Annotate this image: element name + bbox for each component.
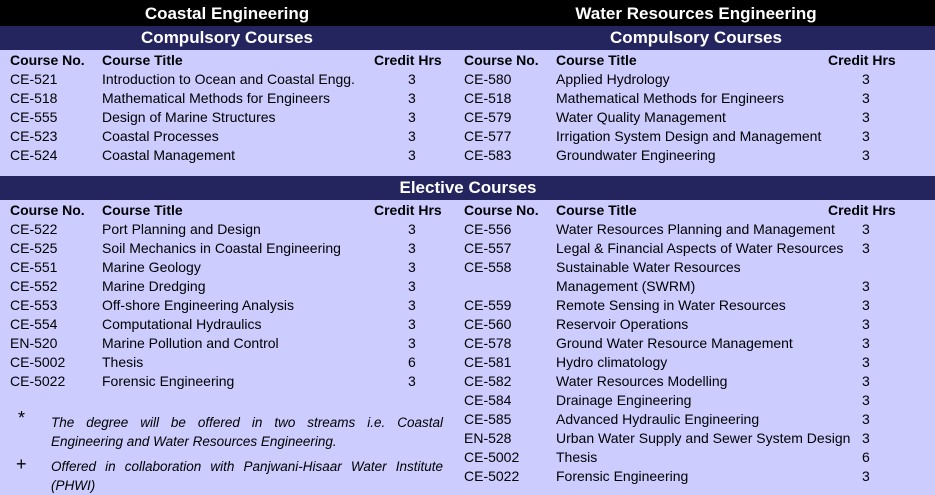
credit-hours: 6 [862,449,870,465]
course-number: CE-557 [464,240,512,256]
course-number: CE-5022 [10,373,66,389]
course-number: CE-579 [464,109,512,125]
col-course-no: Course No. [10,52,85,68]
course-title: Sustainable Water Resources [556,259,741,275]
course-title: Mathematical Methods for Engineers [102,90,330,106]
course-number: CE-584 [464,392,512,408]
course-title: Groundwater Engineering [556,147,716,163]
credit-hours: 3 [408,259,416,275]
course-title: Soil Mechanics in Coastal Engineering [102,240,341,256]
credit-hours: 3 [862,411,870,427]
credit-hours: 3 [862,392,870,408]
course-number: CE-580 [464,71,512,87]
credit-hours: 3 [862,468,870,484]
course-title: Management (SWRM) [556,278,696,294]
note-symbol: * [18,408,26,428]
course-number: CE-5002 [464,449,520,465]
course-title: Irrigation System Design and Management [556,128,822,144]
note-symbol: + [16,454,27,474]
course-title: Urban Water Supply and Sewer System Design [556,430,851,446]
credit-hours: 3 [408,71,416,87]
course-title: Mathematical Methods for Engineers [556,90,784,106]
col-course-no: Course No. [464,202,539,218]
credit-hours: 3 [408,278,416,294]
credit-hours: 3 [862,278,870,294]
col-course-title: Course Title [102,202,183,218]
credit-hours: 3 [408,335,416,351]
course-number: CE-578 [464,335,512,351]
elective-heading: Elective Courses [399,178,537,197]
col-credit-hrs: Credit Hrs [828,202,896,218]
course-title: Advanced Hydraulic Engineering [556,411,760,427]
col-course-no: Course No. [464,52,539,68]
credit-hours: 3 [408,316,416,332]
credit-hours: 3 [862,109,870,125]
note-text: Offered in collaboration with Panjwani-Hisaar Water Institute (PHWI) [51,459,443,493]
course-number: CE-556 [464,221,512,237]
credit-hours: 3 [862,430,870,446]
col-course-no: Course No. [10,202,85,218]
credit-hours: 3 [862,128,870,144]
course-number: CE-551 [10,259,58,275]
course-title: Hydro climatology [556,354,668,370]
col-credit-hrs: Credit Hrs [828,52,896,68]
course-title: Coastal Management [102,147,236,163]
course-number: CE-5002 [10,354,66,370]
note-text: The degree will be offered in two streams i.e. Coastal Engineering and Water Resources Engineering. [51,415,443,449]
col-credit-hrs: Credit Hrs [374,52,442,68]
course-number: CE-585 [464,411,512,427]
course-number: CE-524 [10,147,58,163]
credit-hours: 3 [862,221,870,237]
course-title: Thesis [556,449,598,465]
credit-hours: 6 [408,354,416,370]
course-title: Ground Water Resource Management [556,335,793,351]
col-course-title: Course Title [556,202,637,218]
course-number: CE-553 [10,297,58,313]
course-title: Water Resources Modelling [556,373,728,389]
credit-hours: 3 [408,373,416,389]
course-title: Water Resources Planning and Management [556,221,835,237]
course-title: Forensic Engineering [102,373,235,389]
course-number: CE-559 [464,297,512,313]
course-title: Marine Pollution and Control [102,335,279,351]
credit-hours: 3 [408,240,416,256]
credit-hours: 3 [408,90,416,106]
col-course-title: Course Title [102,52,183,68]
credit-hours: 3 [862,147,870,163]
course-title: Forensic Engineering [556,468,689,484]
course-title: Design of Marine Structures [102,109,276,125]
course-title: Marine Geology [102,259,201,275]
course-title: Drainage Engineering [556,392,692,408]
course-number: CE-582 [464,373,512,389]
col-credit-hrs: Credit Hrs [374,202,442,218]
credit-hours: 3 [862,373,870,389]
course-title: Thesis [102,354,144,370]
course-number: CE-521 [10,71,58,87]
credit-hours: 3 [408,128,416,144]
course-number: CE-560 [464,316,512,332]
course-title: Coastal Processes [102,128,219,144]
course-number: CE-583 [464,147,512,163]
course-number: CE-522 [10,221,58,237]
credit-hours: 3 [862,354,870,370]
compulsory-heading-left: Compulsory Courses [141,28,313,47]
water-title: Water Resources Engineering [575,4,817,23]
credit-hours: 3 [862,335,870,351]
course-title: Off-shore Engineering Analysis [102,297,294,313]
course-number: CE-518 [464,90,512,106]
course-title: Remote Sensing in Water Resources [556,297,786,313]
credit-hours: 3 [408,221,416,237]
course-number: CE-525 [10,240,58,256]
course-number: CE-523 [10,128,58,144]
course-number: CE-555 [10,109,58,125]
credit-hours: 3 [408,147,416,163]
course-number: CE-5022 [464,468,520,484]
compulsory-heading-right: Compulsory Courses [610,28,782,47]
course-title: Reservoir Operations [556,316,689,332]
course-number: CE-518 [10,90,58,106]
credit-hours: 3 [862,240,870,256]
credit-hours: 3 [862,71,870,87]
credit-hours: 3 [862,297,870,313]
course-number: CE-554 [10,316,58,332]
col-course-title: Course Title [556,52,637,68]
course-number: CE-558 [464,259,512,275]
course-title: Marine Dredging [102,278,206,294]
credit-hours: 3 [862,90,870,106]
credit-hours: 3 [408,297,416,313]
course-number: EN-528 [464,430,512,446]
course-number: EN-520 [10,335,58,351]
course-title: Water Quality Management [556,109,726,125]
course-number: CE-577 [464,128,512,144]
course-number: CE-552 [10,278,58,294]
course-title: Legal & Financial Aspects of Water Resources [556,240,844,256]
coastal-title: Coastal Engineering [144,4,310,23]
course-title: Port Planning and Design [102,221,261,237]
credit-hours: 3 [862,316,870,332]
course-title: Introduction to Ocean and Coastal Engg. [102,71,355,87]
course-number: CE-581 [464,354,512,370]
credit-hours: 3 [408,109,416,125]
course-title: Applied Hydrology [556,71,670,87]
course-title: Computational Hydraulics [102,316,262,332]
